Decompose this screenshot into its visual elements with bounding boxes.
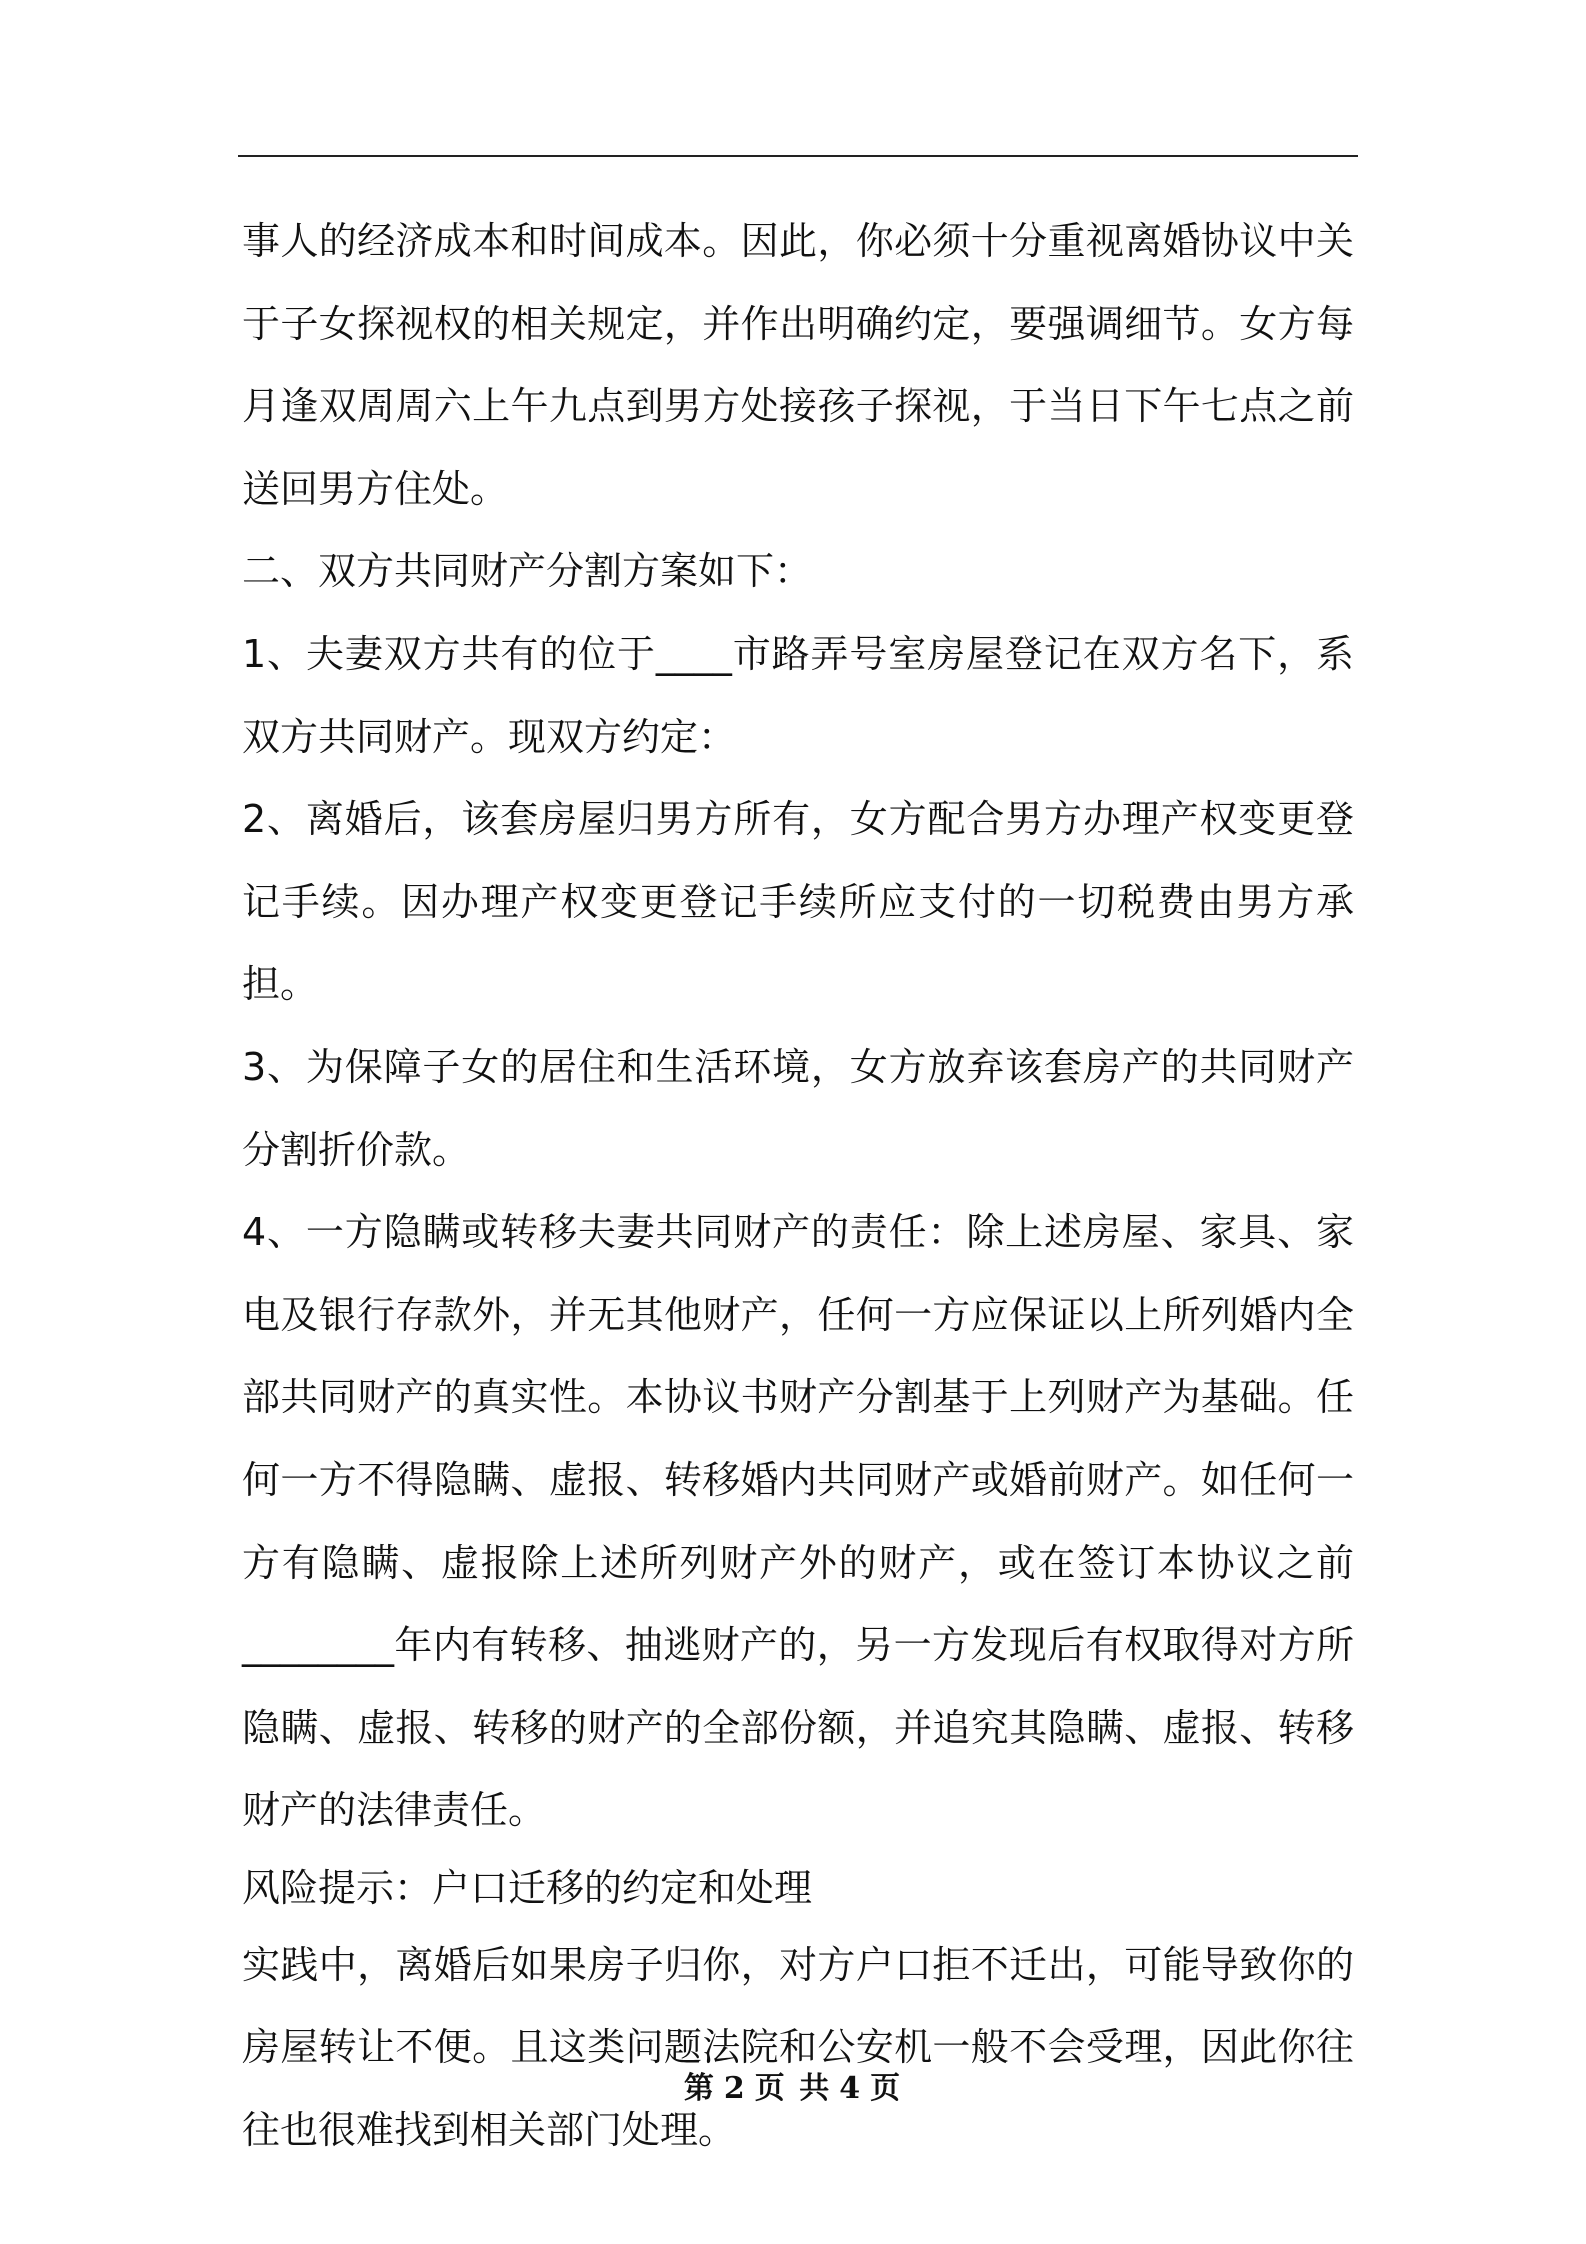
clause-3-waiver: 3、为保障子女的居住和生活环境，女方放弃该套房产的共同财产分割折价款。 [242,1044,1354,1172]
page-footer [0,2063,1586,2107]
paragraph-household-registration: 实践中，离婚后如果房子归你，对方户口拒不迁出，可能导致你的房屋转让不便。且这类问题法院和公安机一般不会受理，因此你往往也很难找到相关部门处理。 [242,1942,1354,2153]
clause-4-concealment: 4、一方隐瞒或转移夫妻共同财产的责任：除上述房屋、家具、家电及银行存款外，并无其他财产，任何一方应保证以上所列婚内全部共同财产的真实性。本协议书财产分割基于上列财产为基础。任何一方不得隐瞒、虚报、转移婚内共同财产或婚前财产。如任何一方有隐瞒、虚报除上述所列财产外的财产，或在签订本协议之前________年内有转移、抽逃财产的，另一方发现后有权取得对方所隐瞒、虚报、转移的财产的全部份额，并追究其隐瞒、虚报、转移财产的法律责任。 [242,1210,1354,1833]
header-divider [238,155,1358,157]
footer-total-pages: 4 [839,2071,863,2106]
footer-middle: 页 共 [754,2071,832,2106]
footer-suffix: 页 [870,2071,903,2106]
risk-notice-heading: 风险提示：户口迁移的约定和处理 [242,1865,813,1910]
clause-1-joint-property: 1、夫妻双方共有的位于____市路弄号室房屋登记在双方名下，系双方共同财产。现双方约定： [242,631,1354,759]
footer-prefix: 第 [683,2071,716,2106]
footer-current-page: 2 [723,2071,747,2106]
clause-2-house-ownership: 2、离婚后，该套房屋归男方所有，女方配合男方办理产权变更登记手续。因办理产权变更登记手续所应支付的一切税费由男方承担。 [242,797,1354,1007]
paragraph-child-visitation: 事人的经济成本和时间成本。因此，你必须十分重视离婚协议中关于子女探视权的相关规定，并作出明确约定，要强调细节。女方每月逢双周周六上午九点到男方处接孩子探视，于当日下午七点之前送回男方住处。 [242,219,1354,511]
heading-property-division: 二、双方共同财产分割方案如下： [242,549,813,594]
document-body [242,200,1354,2172]
